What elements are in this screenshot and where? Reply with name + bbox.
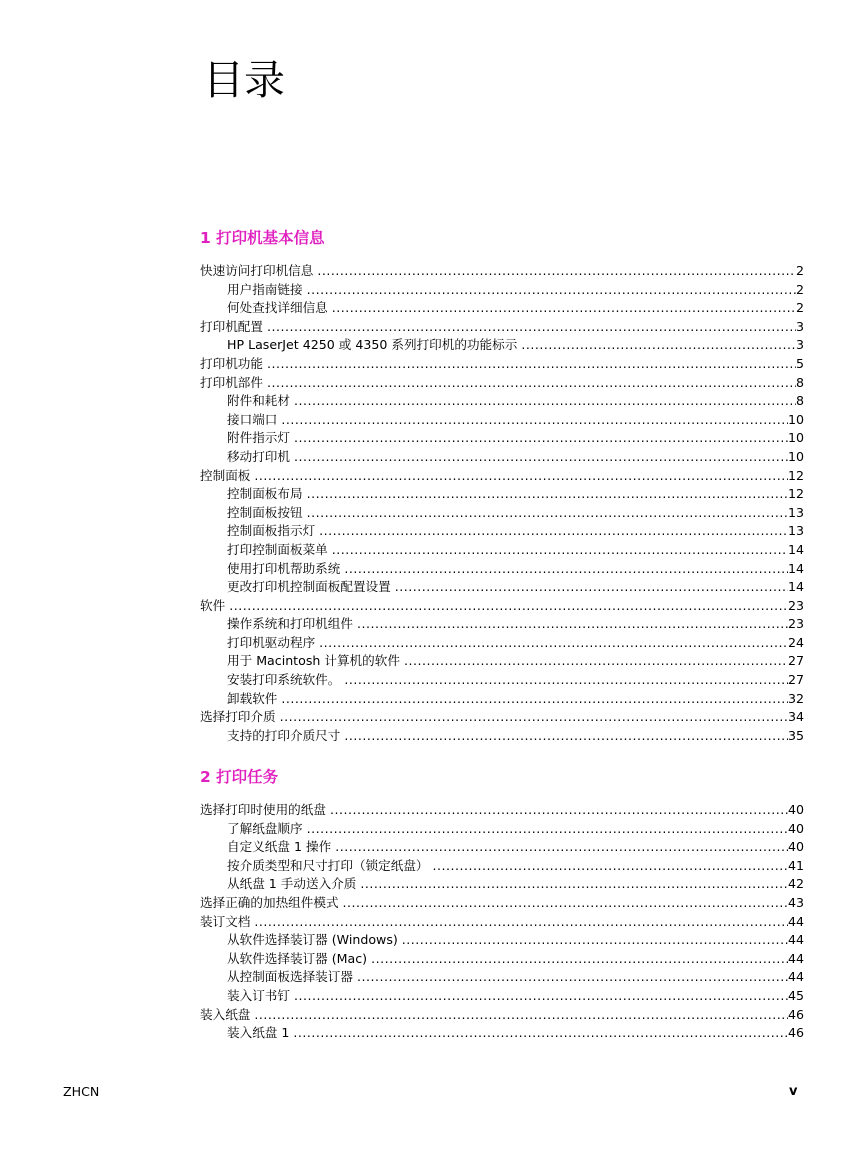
toc-entry[interactable] (200, 355, 804, 374)
toc-dot-leader (307, 504, 788, 523)
toc-entry-title: 从控制面板选择装订器 (227, 969, 353, 985)
toc-dot-leader (281, 411, 788, 430)
toc-page-number: 10 (787, 448, 804, 464)
toc-page-number: 2 (795, 281, 804, 297)
toc-entry-title: 自定义纸盘 1 操作 (227, 839, 332, 855)
toc-subentry[interactable] (200, 1024, 804, 1043)
toc-page-number: 12 (787, 486, 804, 502)
toc-dot-leader (254, 913, 788, 932)
toc-dot-leader (395, 578, 788, 597)
toc-entry-title: 软件 (200, 597, 226, 613)
toc-dot-leader (404, 652, 788, 671)
toc-entry[interactable] (200, 262, 804, 281)
toc-entry-title: 控制面板布局 (227, 486, 303, 502)
toc-dot-leader (360, 875, 788, 894)
toc-subentry[interactable] (200, 429, 804, 448)
toc-entry-title: 打印机功能 (200, 355, 263, 371)
toc-entry-title: 操作系统和打印机组件 (227, 616, 353, 632)
toc-dot-leader (294, 448, 788, 467)
toc-entry-title: 卸载软件 (227, 690, 278, 706)
toc-dot-leader (267, 318, 796, 337)
toc-dot-leader (344, 560, 788, 579)
toc-page-number: 8 (795, 393, 804, 409)
toc-dot-leader (335, 838, 788, 857)
chapter-2-heading[interactable]: 2 打印任务 (200, 768, 279, 786)
toc-subentry[interactable] (200, 615, 804, 634)
toc-page-number: 42 (787, 876, 804, 892)
toc-entry-title: 选择打印介质 (200, 709, 276, 725)
toc-entry-title: 何处查找详细信息 (227, 300, 328, 316)
toc-page-number: 13 (787, 504, 804, 520)
chapter-2-toc-list (200, 801, 804, 1043)
toc-dot-leader (307, 485, 788, 504)
toc-entry[interactable] (200, 374, 804, 393)
toc-page-number: 46 (787, 1025, 804, 1041)
toc-dot-leader (357, 615, 788, 634)
toc-subentry[interactable] (200, 820, 804, 839)
toc-entry[interactable] (200, 467, 804, 486)
toc-dot-leader (521, 336, 796, 355)
toc-entry-title: HP LaserJet 4250 或 4350 系列打印机的功能标示 (227, 337, 518, 353)
toc-dot-leader (332, 541, 788, 560)
toc-subentry[interactable] (200, 336, 804, 355)
footer-language-code: ZHCN (63, 1084, 100, 1099)
toc-page-number: 5 (795, 355, 804, 371)
toc-entry-title: 从纸盘 1 手动送入介质 (227, 876, 357, 892)
toc-entry-title: 附件指示灯 (227, 430, 290, 446)
toc-subentry[interactable] (200, 522, 804, 541)
toc-entry-title: 打印机部件 (200, 374, 263, 390)
toc-entry-title: 选择正确的加热组件模式 (200, 894, 339, 910)
toc-entry-title: 从软件选择装订器 (Windows) (227, 932, 398, 948)
toc-page-number: 44 (787, 969, 804, 985)
toc-dot-leader (319, 522, 788, 541)
toc-entry-title: 装入订书钉 (227, 987, 290, 1003)
toc-dot-leader (332, 299, 796, 318)
toc-subentry[interactable] (200, 727, 804, 746)
toc-subentry[interactable] (200, 931, 804, 950)
toc-page-number: 41 (787, 857, 804, 873)
toc-dot-leader (330, 801, 788, 820)
toc-subentry[interactable] (200, 392, 804, 411)
toc-dot-leader (307, 820, 788, 839)
toc-dot-leader (267, 355, 796, 374)
toc-entry[interactable] (200, 894, 804, 913)
toc-page-number: 10 (787, 430, 804, 446)
toc-page-number: 46 (787, 1006, 804, 1022)
toc-dot-leader (371, 950, 788, 969)
toc-entry-title: 快速访问打印机信息 (200, 263, 314, 278)
toc-dot-leader (229, 597, 788, 616)
toc-entry-title: 用户指南链接 (227, 281, 303, 297)
toc-subentry[interactable] (200, 652, 804, 671)
toc-subentry[interactable] (200, 560, 804, 579)
toc-entry-title: 装入纸盘 (200, 1006, 251, 1022)
toc-entry[interactable] (200, 913, 804, 932)
toc-subentry[interactable] (200, 671, 804, 690)
toc-page-number: 27 (787, 672, 804, 688)
toc-entry[interactable] (200, 597, 804, 616)
chapter-2-section (200, 766, 804, 1043)
toc-subentry[interactable] (200, 690, 804, 709)
toc-entry-title: 支持的打印介质尺寸 (227, 727, 341, 743)
toc-page-number: 3 (795, 337, 804, 353)
toc-page-number: 14 (787, 579, 804, 595)
toc-page-number: 45 (787, 987, 804, 1003)
toc-page-number: 23 (787, 616, 804, 632)
toc-page-number: 27 (787, 653, 804, 669)
toc-subentry[interactable] (200, 411, 804, 430)
toc-dot-leader (307, 281, 796, 300)
toc-page-number: 14 (787, 560, 804, 576)
toc-entry-title: 按介质类型和尺寸打印（锁定纸盘） (227, 857, 429, 873)
toc-entry-title: 打印机配置 (200, 318, 263, 334)
toc-page-number: 2 (795, 263, 804, 278)
toc-subentry[interactable] (200, 541, 804, 560)
toc-entry-title: 从软件选择装订器 (Mac) (227, 950, 368, 966)
chapter-1-section (200, 227, 804, 745)
toc-page-number: 34 (787, 709, 804, 725)
toc-entry-title: 控制面板指示灯 (227, 523, 316, 539)
toc-dot-leader (344, 727, 788, 746)
toc-page-number: 12 (787, 467, 804, 483)
toc-page-number: 3 (795, 318, 804, 334)
toc-page-number: 35 (787, 727, 804, 743)
toc-entry-title: 接口端口 (227, 411, 278, 427)
toc-page-number: 44 (787, 932, 804, 948)
toc-subentry[interactable] (200, 968, 804, 987)
toc-dot-leader (280, 708, 788, 727)
toc-page-number: 40 (787, 820, 804, 836)
toc-page-number: 24 (787, 634, 804, 650)
toc-entry-title: 打印机驱动程序 (227, 634, 316, 650)
toc-entry-title: 选择打印时使用的纸盘 (200, 802, 326, 817)
toc-page-number: 10 (787, 411, 804, 427)
toc-dot-leader (317, 262, 796, 281)
toc-subentry[interactable] (200, 504, 804, 523)
toc-page-number: 40 (787, 839, 804, 855)
toc-subentry[interactable] (200, 281, 804, 300)
toc-dot-leader (319, 634, 788, 653)
chapter-1-heading[interactable]: 1 打印机基本信息 (200, 229, 325, 247)
toc-subentry[interactable] (200, 299, 804, 318)
toc-subentry[interactable] (200, 448, 804, 467)
toc-entry-title: 移动打印机 (227, 448, 290, 464)
toc-page-number: 40 (787, 802, 804, 817)
chapter-1-toc-list (200, 262, 804, 745)
toc-subentry[interactable] (200, 578, 804, 597)
toc-page-number: 44 (787, 913, 804, 929)
toc-entry-title: 装订文档 (200, 913, 251, 929)
toc-dot-leader (254, 467, 788, 486)
toc-dot-leader (344, 671, 788, 690)
toc-entry-title: 控制面板按钮 (227, 504, 303, 520)
toc-entry[interactable] (200, 1006, 804, 1025)
toc-page-number: 8 (795, 374, 804, 390)
toc-dot-leader (433, 857, 788, 876)
toc-subentry[interactable] (200, 634, 804, 653)
toc-page-number: 13 (787, 523, 804, 539)
toc-subentry[interactable] (200, 950, 804, 969)
toc-entry-title: 用于 Macintosh 计算机的软件 (227, 653, 400, 669)
toc-dot-leader (294, 392, 796, 411)
toc-dot-leader (294, 987, 788, 1006)
toc-entry[interactable] (200, 318, 804, 337)
toc-entry-title: 了解纸盘顺序 (227, 820, 303, 836)
toc-subentry[interactable] (200, 875, 804, 894)
toc-subentry[interactable] (200, 987, 804, 1006)
toc-dot-leader (357, 968, 788, 987)
toc-dot-leader (254, 1006, 788, 1025)
toc-entry-title: 打印控制面板菜单 (227, 541, 328, 557)
toc-entry-title: 附件和耗材 (227, 393, 290, 409)
toc-entry-title: 安装打印系统软件。 (227, 672, 341, 688)
toc-subentry[interactable] (200, 485, 804, 504)
toc-entry[interactable] (200, 801, 804, 820)
toc-page-number: 44 (787, 950, 804, 966)
toc-page-number: 14 (787, 541, 804, 557)
toc-dot-leader (343, 894, 788, 913)
toc-subentry[interactable] (200, 857, 804, 876)
toc-dot-leader (294, 429, 788, 448)
toc-entry-title: 使用打印机帮助系统 (227, 560, 341, 576)
toc-dot-leader (281, 690, 788, 709)
toc-subentry[interactable] (200, 838, 804, 857)
toc-page-number: 2 (795, 300, 804, 316)
toc-page-number: 43 (787, 894, 804, 910)
toc-entry-title: 装入纸盘 1 (227, 1025, 290, 1041)
toc-page-number: 32 (787, 690, 804, 706)
page-title: 目录 (203, 56, 285, 104)
toc-dot-leader (402, 931, 788, 950)
toc-dot-leader (267, 374, 796, 393)
toc-entry[interactable] (200, 708, 804, 727)
toc-entry-title: 控制面板 (200, 467, 251, 483)
toc-dot-leader (293, 1024, 788, 1043)
toc-entry-title: 更改打印机控制面板配置设置 (227, 579, 391, 595)
toc-page-number: 23 (787, 597, 804, 613)
footer-page-number: v (789, 1084, 798, 1099)
